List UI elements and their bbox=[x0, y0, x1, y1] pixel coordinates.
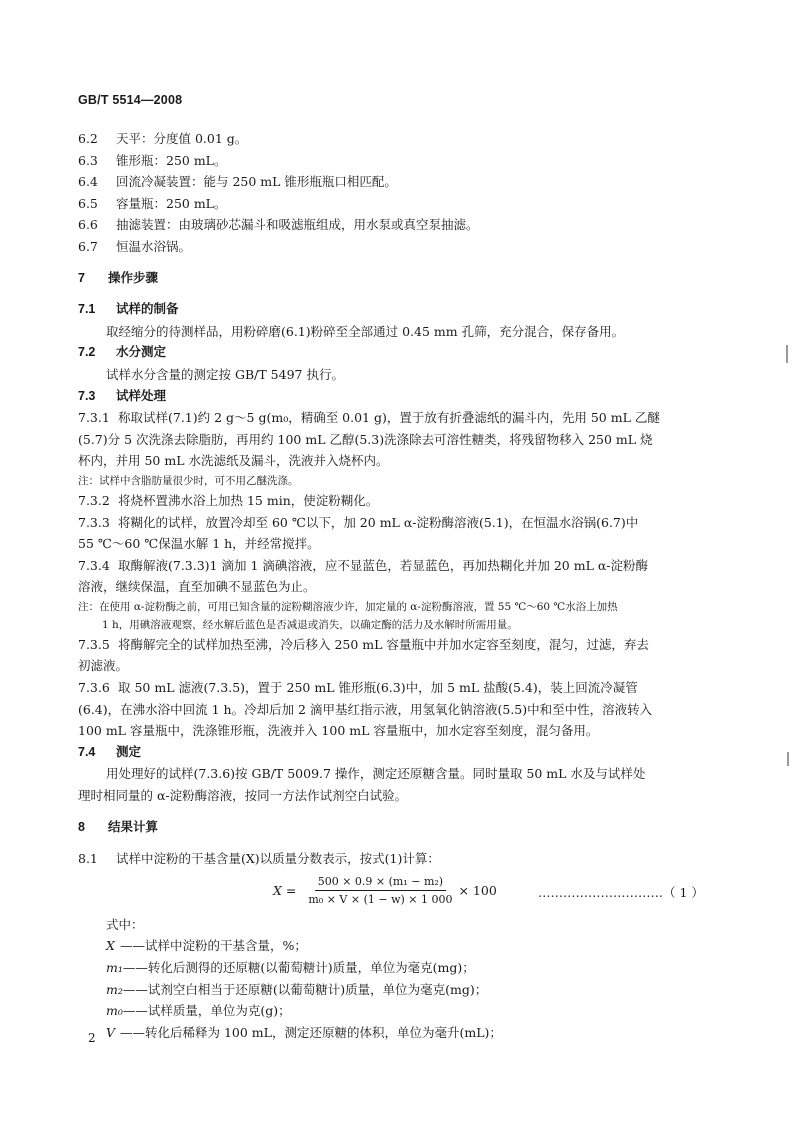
document-body bbox=[78, 128, 718, 1043]
clause-7-3-4: 7.3.4 取酶解液(7.3.3)1 滴加 1 滴碘溶液，应不显蓝色，若显蓝色，再加热糊化并加 20 mL α-淀粉酶 bbox=[78, 557, 649, 573]
legend-text: ——转化后稀释为 100 mL，测定还原糖的体积，单位为毫升(mL)； bbox=[120, 1024, 502, 1040]
legend-symbol: m₂ bbox=[106, 981, 123, 997]
legend-text: ——转化后测得的还原糖(以葡萄糖计)质量，单位为毫克(mg)； bbox=[122, 960, 475, 975]
legend-symbol: X bbox=[106, 938, 115, 954]
equipment-item bbox=[78, 171, 718, 193]
subsection-7-4-line: 理时相同量的 α-淀粉酶溶液，按同一方法作试剂空白试验。 bbox=[78, 788, 408, 804]
legend-text: ——试样质量，单位为克(g)； bbox=[122, 1003, 291, 1019]
clause-7-3-1: 7.3.1 称取试样(7.1)约 2 g～5 g(m₀，精确至 0.01 g)，置于放有折叠滤纸的漏斗内，先用 50 mL 乙醚 bbox=[78, 410, 660, 426]
subsection-7-1-heading: 7.1 试样的制备 bbox=[78, 302, 179, 317]
scan-artifact bbox=[786, 345, 788, 363]
symbol-legend-item bbox=[78, 1022, 718, 1044]
clause-7-3-5: 7.3.5 将酶解完全的试样加热至沸，冷后移入 250 mL 容量瓶中并加水定容至刻度，混匀，过滤，弃去 bbox=[78, 636, 649, 652]
clause-7-3-5-line: 初滤液。 bbox=[78, 658, 129, 674]
where-label: 式中： bbox=[106, 916, 144, 932]
symbol-legend-item bbox=[78, 1000, 718, 1022]
equipment-item bbox=[78, 150, 718, 172]
legend-text: ——试样中淀粉的干基含量，%； bbox=[120, 938, 307, 954]
standard-number-header: GB/T 5514—2008 bbox=[78, 93, 183, 107]
clause-7-3-1-line: 杯内，并用 50 mL 水洗滤纸及漏斗，洗液并入烧杯内。 bbox=[78, 453, 389, 469]
clause-7-3-1-line: (5.7)分 5 次洗涤去除脂肪，再用约 100 mL 乙醇(5.3)洗涤除去可溶性糖类，将残留物移入 250 mL 烧 bbox=[78, 431, 653, 447]
symbol-legend-item bbox=[78, 935, 718, 957]
clause-7-3-3: 7.3.3 将糊化的试样，放置冷却至 60 ℃以下，加 20 mL α-淀粉酶溶液(5.1)，在恒温水浴锅(6.7)中 bbox=[78, 514, 639, 530]
equation-number: …………………………（ 1 ） bbox=[538, 884, 704, 900]
note-continued: 1 h，用碘溶液观察，经水解后蓝色是否减退或消失，以确定酶的活力及水解时所需用量。 bbox=[102, 618, 518, 631]
clause-7-3-6: 7.3.6 取 50 mL 滤液(7.3.5)，置于 250 mL 锥形瓶(6.3)中，加 5 mL 盐酸(5.4)，装上回流冷凝管 bbox=[78, 680, 638, 696]
clause-text: 抽滤装置：由玻璃砂芯漏斗和吸滤瓶组成，用水泵或真空泵抽滤。 bbox=[116, 217, 479, 233]
formula-1 bbox=[78, 870, 718, 914]
clause-number: 6.2 bbox=[78, 131, 98, 146]
clause-8-1: 8.1 试样中淀粉的干基含量(X)以质量分数表示，按式(1)计算： bbox=[78, 851, 440, 867]
symbol-legend-item bbox=[78, 957, 718, 979]
subsection-7-4-heading: 7.4 测定 bbox=[78, 744, 142, 759]
note: 注：试样中含脂肪量很少时，可不用乙醚洗涤。 bbox=[78, 474, 299, 487]
clause-number: 6.6 bbox=[78, 217, 98, 233]
section-7-heading: 7 操作步骤 bbox=[78, 270, 159, 285]
legend-symbol: m₁ bbox=[106, 960, 123, 975]
formula-lhs: X = bbox=[273, 882, 297, 898]
subsection-7-2-text: 试样水分含量的测定按 GB/T 5497 执行。 bbox=[106, 366, 344, 382]
clause-7-3-3-line: 55 ℃～60 ℃保温水解 1 h，并经常搅拌。 bbox=[78, 536, 320, 552]
clause-number: 6.5 bbox=[78, 195, 98, 211]
scan-artifact bbox=[787, 752, 789, 766]
clause-text: 回流冷凝装置：能与 250 mL 锥形瓶瓶口相匹配。 bbox=[116, 174, 397, 190]
clause-text: 锥形瓶：250 mL。 bbox=[116, 152, 227, 168]
note: 注：在使用 α-淀粉酶之前，可用已知含量的淀粉糊溶液少许，加定量的 α-淀粉酶溶液，置 55 ℃～60 ℃水浴上加热 bbox=[78, 600, 618, 613]
clause-text: 容量瓶：250 mL。 bbox=[116, 195, 227, 211]
legend-symbol: m₀ bbox=[106, 1003, 123, 1019]
clause-number: 6.7 bbox=[78, 238, 98, 254]
symbol-legend-item bbox=[78, 979, 718, 1001]
legend-symbol: V bbox=[106, 1024, 116, 1040]
clause-7-3-6-line: 100 mL 容量瓶中，洗涤锥形瓶，洗液并入 100 mL 容量瓶中，加水定容至刻度，混匀备用。 bbox=[78, 723, 599, 739]
equipment-item bbox=[78, 193, 718, 215]
clause-7-3-2: 7.3.2 将烧杯置沸水浴上加热 15 min，使淀粉糊化。 bbox=[78, 492, 379, 508]
subsection-7-1-text: 取经缩分的待测样品，用粉碎磨(6.1)粉碎至全部通过 0.45 mm 孔筛，充分混合，保存备用。 bbox=[106, 323, 625, 339]
section-8-heading: 8 结果计算 bbox=[78, 819, 159, 834]
formula-fraction bbox=[308, 874, 452, 907]
subsection-7-3-heading: 7.3 试样处理 bbox=[78, 388, 167, 403]
subsection-7-2-heading: 7.2 水分测定 bbox=[78, 345, 167, 360]
equipment-item bbox=[78, 214, 718, 236]
clause-number: 6.3 bbox=[78, 152, 98, 168]
clause-7-3-6-line: (6.4)，在沸水浴中回流 1 h。冷却后加 2 滴甲基红指示液，用氢氧化钠溶液(5.5)中和至中性，溶液转入 bbox=[78, 701, 653, 717]
clause-text: 恒温水浴锅。 bbox=[116, 238, 192, 254]
clause-number: 6.4 bbox=[78, 174, 98, 190]
equipment-item bbox=[78, 128, 718, 150]
subsection-7-4-text: 用处理好的试样(7.3.6)按 GB/T 5009.7 操作，测定还原糖含量。同时量取 50 mL 水及与试样处 bbox=[106, 766, 646, 782]
formula-numerator: 500 × 0.9 × (m₁ − m₂) bbox=[315, 874, 446, 891]
formula-denominator: m₀ × V × (1 − w) × 1 000 bbox=[308, 892, 453, 906]
equipment-item bbox=[78, 236, 718, 258]
formula-factor: × 100 bbox=[458, 882, 497, 898]
page-number: 2 bbox=[88, 1031, 96, 1045]
clause-7-3-4-line: 溶液，继续保温，直至加碘不显蓝色为止。 bbox=[78, 579, 316, 595]
clause-text: 天平：分度值 0.01 g。 bbox=[116, 131, 248, 146]
legend-text: ——试剂空白相当于还原糖(以葡萄糖计)质量，单位为毫克(mg)； bbox=[122, 981, 488, 997]
